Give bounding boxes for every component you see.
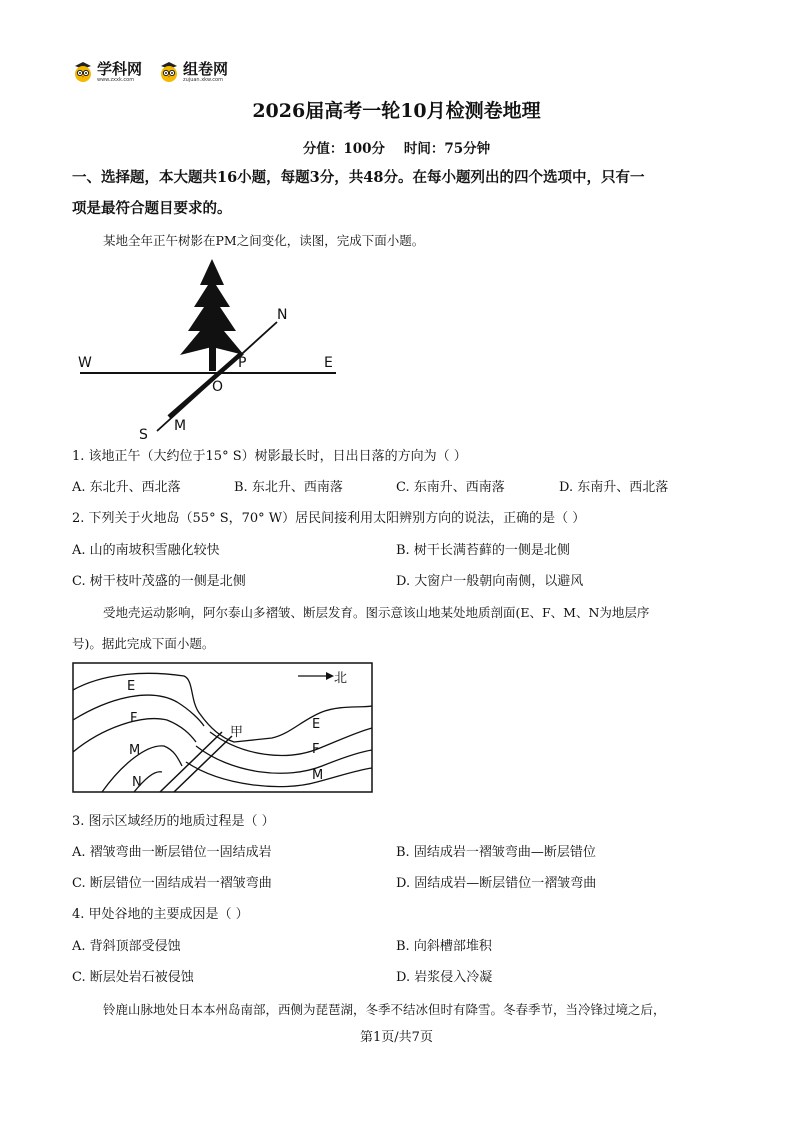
- q4-option-c[interactable]: C. 断层处岩石被侵蚀: [72, 970, 194, 985]
- q2-option-a[interactable]: A. 山的南坡积雪融化较快: [72, 543, 220, 558]
- owl-mascot-icon: [158, 61, 180, 83]
- q1-option-d[interactable]: D. 东南升、西北落: [559, 480, 669, 495]
- label-o: O: [212, 379, 224, 395]
- owl-mascot-icon: [72, 61, 94, 83]
- q3-option-c[interactable]: C. 断层错位一固结成岩一褶皱弯曲: [72, 876, 272, 891]
- figure-geologic-profile: [72, 662, 374, 794]
- label-f-right: F: [312, 742, 320, 757]
- label-s: S: [139, 427, 148, 443]
- q4-option-a[interactable]: A. 背斜顶部受侵蚀: [72, 939, 181, 954]
- q1-option-a[interactable]: A. 东北升、西北落: [72, 480, 181, 495]
- question-3-stem: 3. 图示区域经历的地质过程是（ ）: [72, 814, 275, 829]
- label-e-right: E: [312, 717, 321, 732]
- section-heading-line1: 一、选择题，本大题共16小题，每题3分，共48分。在每小题列出的四个选项中，只有一: [72, 169, 645, 186]
- label-p: P: [238, 355, 247, 371]
- q4-option-b[interactable]: B. 向斜槽部堆积: [396, 939, 492, 954]
- q2-option-c[interactable]: C. 树干枝叶茂盛的一侧是北侧: [72, 574, 246, 589]
- header-logos: [72, 60, 228, 84]
- intro-text-3: 铃鹿山脉地处日本本州岛南部，西侧为琵琶湖，冬季不结冰但时有降雪。冬春季节，当冷锋过境之后，: [103, 1002, 666, 1017]
- label-m-right: M: [312, 768, 324, 783]
- shadow-pm-segment: [169, 353, 242, 417]
- figure-tree-shadow: [72, 255, 352, 445]
- q4-option-d[interactable]: D. 岩浆侵入冷凝: [396, 970, 493, 985]
- logo-zujuanwang: [158, 61, 228, 83]
- intro-text-2-line2: 号)。据此完成下面小题。: [72, 636, 215, 651]
- label-jia: 甲: [230, 725, 244, 740]
- page-number: 第1页/共7页: [360, 1030, 433, 1045]
- tree-icon: [180, 259, 247, 371]
- question-1-stem: 1. 该地正午（大约位于15° S）树影最长时，日出日落的方向为（ ）: [72, 449, 467, 464]
- q2-option-d[interactable]: D. 大窗户一般朝向南侧，以避风: [396, 574, 584, 589]
- intro-text-1: 某地全年正午树影在PM之间变化，读图，完成下面小题。: [103, 233, 425, 248]
- score-and-time: 分值：100分 时间：75分钟: [302, 141, 491, 157]
- logo-xuekewang: [72, 61, 142, 83]
- logo-xuekewang-name: 学科网: [97, 59, 143, 78]
- q1-option-b[interactable]: B. 东北升、西南落: [234, 480, 343, 495]
- page-title: 2026届高考一轮10月检测卷地理: [252, 100, 541, 122]
- logo-zujuanwang-url: zujuan.xkw.com: [183, 76, 223, 83]
- logo-xuekewang-url: www.zxxk.com: [97, 76, 135, 83]
- question-2-stem: 2. 下列关于火地岛（55° S，70° W）居民间接利用太阳辨别方向的说法，正确的是（ ）: [72, 511, 586, 526]
- q1-option-c[interactable]: C. 东南升、西南落: [396, 480, 505, 495]
- q2-option-b[interactable]: B. 树干长满苔藓的一侧是北侧: [396, 543, 570, 558]
- label-m: M: [174, 418, 187, 434]
- label-w: W: [78, 355, 92, 371]
- section-heading-line2: 项是最符合题目要求的。: [72, 200, 232, 217]
- label-n: N: [277, 307, 288, 323]
- label-m-left: M: [129, 743, 141, 758]
- label-e: E: [324, 355, 333, 371]
- q3-option-d[interactable]: D. 固结成岩—断层错位一褶皱弯曲: [396, 876, 597, 891]
- label-n-left: N: [132, 775, 142, 790]
- question-4-stem: 4. 甲处谷地的主要成因是（ ）: [72, 907, 249, 922]
- label-e-left: E: [127, 679, 136, 694]
- intro-text-2-line1: 受地壳运动影响，阿尔泰山多褶皱、断层发育。图示意该山地某处地质剖面(E、F、M、N为地层序: [103, 605, 650, 620]
- label-north: 北: [334, 671, 348, 686]
- q3-option-a[interactable]: A. 褶皱弯曲一断层错位一固结成岩: [72, 845, 272, 860]
- label-f-left: F: [130, 711, 138, 726]
- q3-option-b[interactable]: B. 固结成岩一褶皱弯曲—断层错位: [396, 845, 596, 860]
- logo-zujuanwang-name: 组卷网: [183, 59, 229, 78]
